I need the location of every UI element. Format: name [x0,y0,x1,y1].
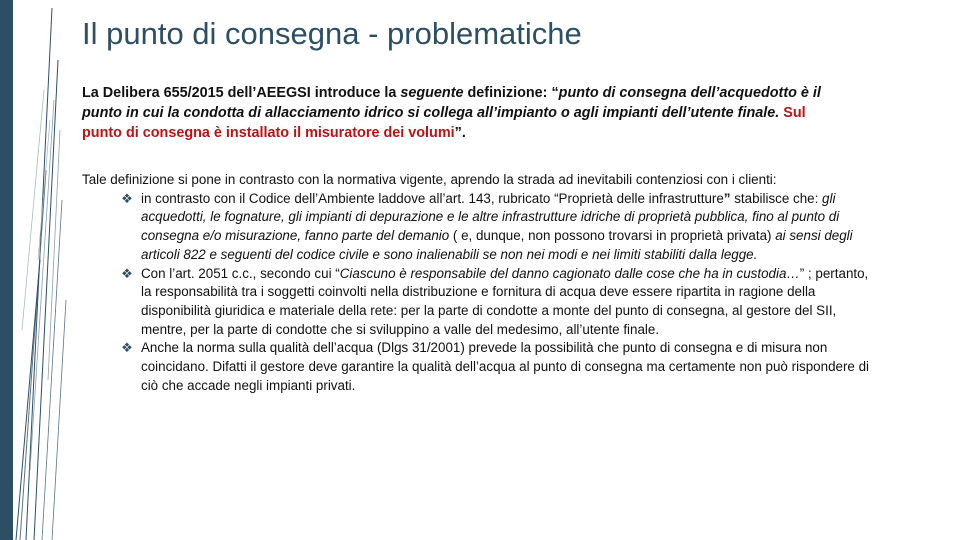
intro-prefix: La Delibera 655/2015 dell’AEEGSI introduce la [82,85,401,101]
bullet-1-quote: ” [723,190,731,206]
body-content [82,171,882,395]
diamond-bullet-icon: ❖ [121,190,133,206]
intro-mid: definizione: “ [463,85,559,101]
bullet-2-italic: Ciascuno è responsabile del danno cagionato dalle cose che ha in custodia… [339,265,800,281]
intro-definition-italic: punto di consegna dell’acquedotto è il punto in cui la condotta di allacciamento idrico si collega all’impianto o agli impianti dell’utente finale. [82,85,821,121]
bullet-2-text: Con l’art. 2051 c.c., secondo cui “ [141,265,340,281]
intro-italic-word: seguente [400,85,464,101]
bullet-3-text: Anche la norma sulla qualità dell’acqua (Dlgs 31/2001) prevede la possibilità che punto di consegna e di misura non coincidano. Difatti il gestore deve garantire la qualità dell’acqua al punto di consegna ma certamente non può rispondere di ciò che accade negli impianti privati. [141,340,870,393]
list-item [82,265,882,340]
bullet-1-italic-2: ai sensi degli articoli 822 e seguenti del codice civile e sono inalienabili se non nei modi e nei limiti stabiliti dalla legge. [141,228,853,262]
bullet-1-text-3: ( e, dunque, non possono trovarsi in proprietà privata) [449,228,776,244]
slide-title: Il punto di consegna - problematiche [82,16,582,51]
diamond-bullet-icon: ❖ [121,265,133,281]
body-paragraph: Tale definizione si pone in contrasto con la normativa vigente, aprendo la strada ad inevitabili contenziosi con i clienti: [82,172,777,187]
bullet-2-text-2: ” ; pertanto, la responsabilità tra i soggetti coinvolti nella distribuzione e fornitura di acqua deve essere ripartita in ragione della disponibilità giuridica e materiale della rete: per la parte di condotte a monte del punto di consegna, al gestore del SII, mentre, per la parte di condotte che si sviluppino a valle del medesimo, all’utente finale. [141,265,869,337]
left-accent-bar [0,0,13,540]
diamond-bullet-icon: ❖ [121,340,133,356]
intro-definition [82,83,842,143]
bullet-1-text-2: stabilisce che: [730,190,823,206]
intro-red-highlight: Sul punto di consegna è installato il misuratore dei volumi [82,105,806,141]
intro-close: ”. [454,125,466,141]
bullet-1-text: in contrasto con il Codice dell’Ambiente laddove all’art. 143, rubricato “Proprietà delle infrastrutture [141,190,724,206]
bullet-list [82,190,882,396]
bullet-1-italic: gli acquedotti, le fognature, gli impianti di depurazione e le altre infrastrutture idriche di proprietà pubblica, fino al punto di consegna e/o misurazione, fanno parte del demanio [141,190,840,244]
list-item [82,190,882,265]
list-item [82,339,882,395]
